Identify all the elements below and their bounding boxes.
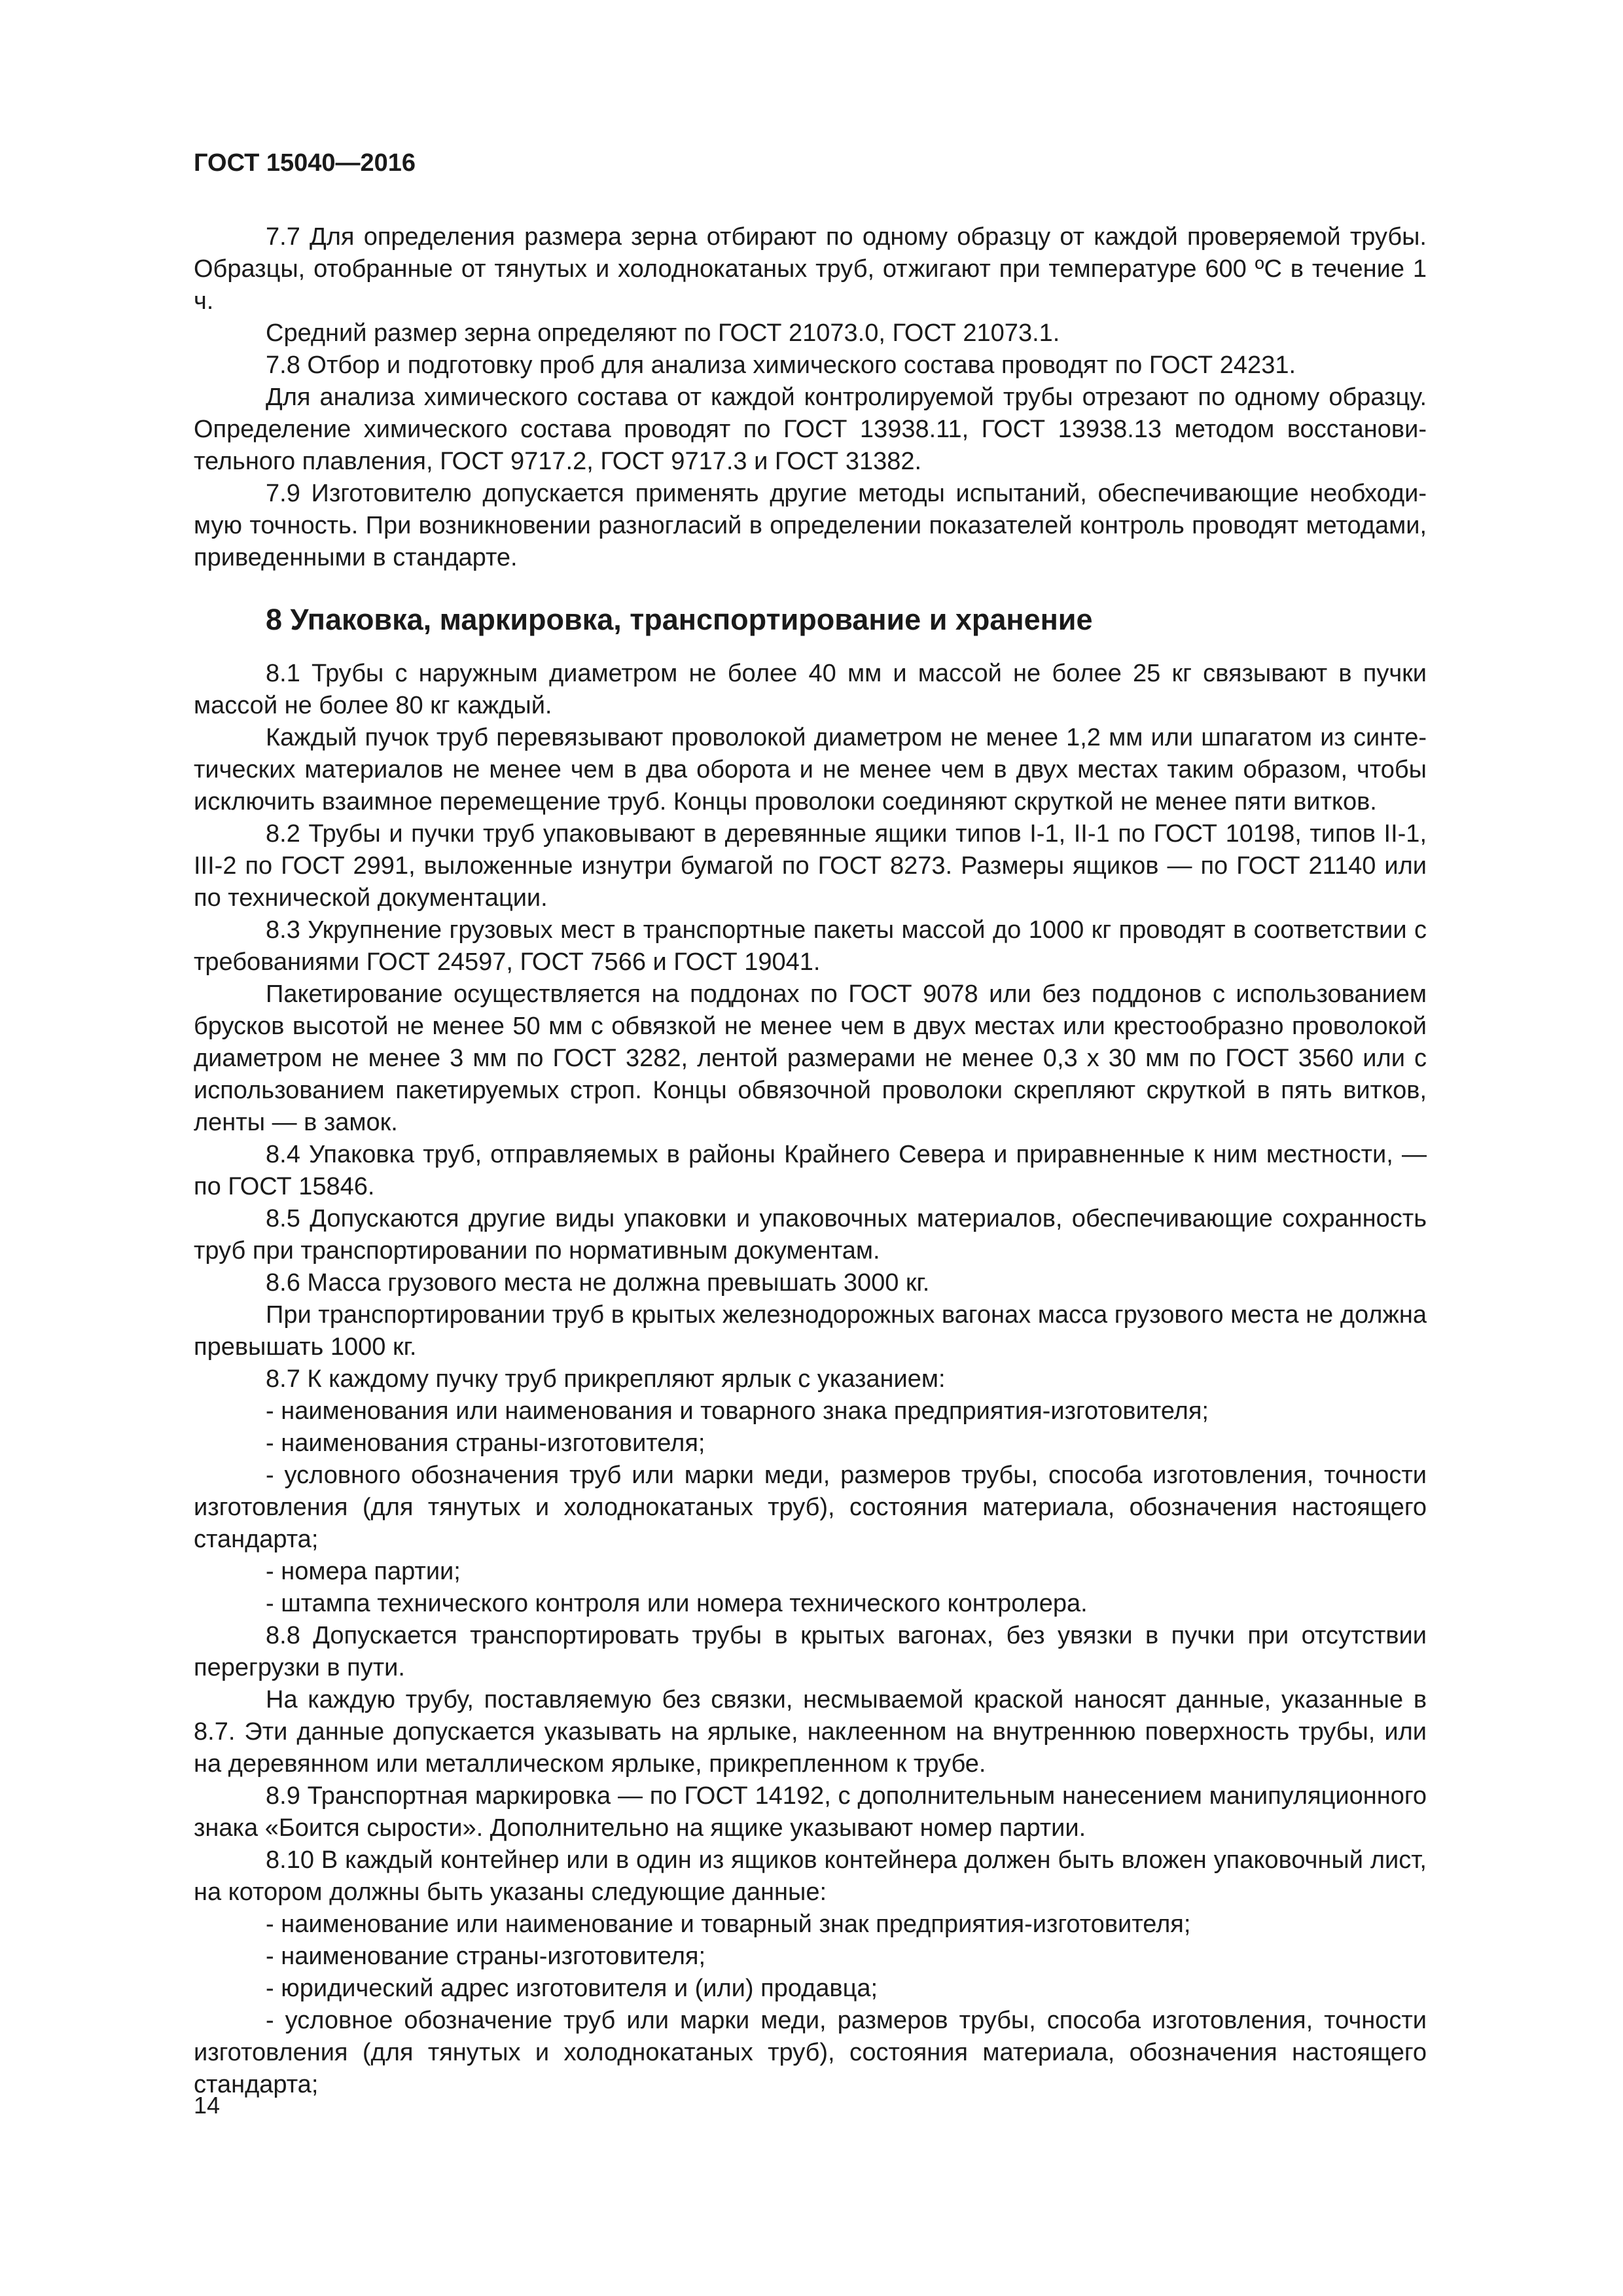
paragraph: Для анализа химического состава от каждой контролируемой трубы отрезают по одному образцу. Определение химического состава проводят по ГОСТ 13938.11, ГОСТ 13938.13 методом восстановительного плавления, ГОСТ 9717.2, ГОСТ 9717.3 и ГОСТ 31382.	[194, 384, 1427, 475]
paragraph: 7.7 Для определения размера зерна отбирают по одному образцу от каждой проверяемой трубы. Образцы, отобранные от тянутых и холоднокатаных труб, отжигают при температуре 600 ºС в течение 1 ч.	[194, 223, 1427, 315]
paragraph: - условное обозначение труб или марки меди, размеров трубы, способа изготовления, точности изготовления (для тянутых и холоднокатаных труб), состояния материала, обозначения настоящего стандарта;	[194, 2007, 1427, 2098]
paragraph: 8.6 Масса грузового места не должна превышать 3000 кг.	[266, 1269, 930, 1297]
paragraph: - наименования страны-изготовителя;	[266, 1429, 705, 1457]
paragraph: 8.8 Допускается транспортировать трубы в крытых вагонах, без увязки в пучки при отсутствии перегрузки в пути.	[194, 1622, 1427, 1681]
paragraph: 8.1 Трубы с наружным диаметром не более 40 мм и массой не более 25 кг связывают в пучки массой не более 80 кг каждый.	[194, 660, 1427, 719]
paragraph: 8.2 Трубы и пучки труб упаковывают в деревянные ящики типов I-1, II-1 по ГОСТ 10198, типов II-1, III-2 по ГОСТ 2991, выложенные изнутри бумагой по ГОСТ 8273. Размеры ящиков — по ГОСТ 21140 или по технической документации.	[194, 820, 1427, 912]
section-8-body	[194, 658, 1427, 2101]
paragraph: - условного обозначения труб или марки меди, размеров трубы, способа изготовления, точности изготовления (для тянутых и холоднокатаных труб), состояния материала, обозначения настоящего стандарта;	[194, 1462, 1427, 1553]
section-title: 8 Упаковка, маркировка, транспортирование и хранение	[266, 603, 1093, 636]
paragraph: 8.10 В каждый контейнер или в один из ящиков контейнера должен быть вложен упаковочный лист, на котором должны быть указаны следующие данные:	[194, 1846, 1427, 1906]
paragraph: 8.5 Допускаются другие виды упаковки и упаковочных материалов, обеспечивающие сохранность труб при транспортировании по нормативным документам.	[194, 1205, 1427, 1265]
paragraph: 8.3 Укрупнение грузовых мест в транспортные пакеты массой до 1000 кг проводят в соответствии с требованиями ГОСТ 24597, ГОСТ 7566 и ГОСТ 19041.	[194, 916, 1427, 976]
paragraph: При транспортировании труб в крытых железнодорожных вагонах масса грузового места не должна превышать 1000 кг.	[194, 1301, 1427, 1361]
paragraph: 8.7 К каждому пучку труб прикрепляют ярлык с указанием:	[266, 1365, 946, 1393]
paragraph: Пакетирование осуществляется на поддонах по ГОСТ 9078 или без поддонов с использованием брусков высотой не менее 50 мм с обвязкой не менее чем в двух местах или крестообразно проволокой диаметром не менее 3 мм по ГОСТ 3282, лентой размерами не менее 0,3 х 30 мм по ГОСТ 3560 или с использованием пакетируемых строп. Концы обвязочной проволоки скрепляют скруткой в пять витков, ленты — в замок.	[194, 980, 1427, 1136]
paragraph: 8.4 Упаковка труб, отправляемых в районы Крайнего Севера и приравненные к ним местности, — по ГОСТ 15846.	[194, 1141, 1427, 1200]
paragraph: - номера партии;	[266, 1558, 461, 1585]
paragraph: - наименование страны-изготовителя;	[266, 1943, 706, 1970]
paragraph: - наименования или наименования и товарного знака предприятия-изготовителя;	[266, 1397, 1209, 1425]
document-code-header: ГОСТ 15040—2016	[194, 149, 416, 177]
page-number: 14	[194, 2092, 221, 2119]
paragraph: - штампа технического контроля или номера технического контролера.	[266, 1590, 1088, 1617]
paragraph: - наименование или наименование и товарный знак предприятия-изготовителя;	[266, 1910, 1191, 1938]
paragraph: На каждую трубу, поставляемую без связки, несмываемой краской наносят данные, указанные в 8.7. Эти данные допускается указывать на ярлыке, наклеенном на внутреннюю поверхность трубы, или на деревянном или металлическом ярлыке, прикрепленном к трубе.	[194, 1686, 1427, 1778]
paragraph: 8.9 Транспортная маркировка — по ГОСТ 14192, с дополнительным нанесением манипуляционного знака «Боится сырости». Дополнительно на ящике указывают номер партии.	[194, 1782, 1427, 1842]
paragraph: 7.9 Изготовителю допускается применять другие методы испытаний, обеспечивающие необходимую точность. При возникновении разногласий в определении показателей контроль проводят методами, приведенными в стандарте.	[194, 480, 1427, 571]
paragraph: - юридический адрес изготовителя и (или) продавца;	[266, 1975, 878, 2002]
paragraph: 7.8 Отбор и подготовку проб для анализа химического состава проводят по ГОСТ 24231.	[266, 351, 1296, 379]
paragraph: Средний размер зерна определяют по ГОСТ 21073.0, ГОСТ 21073.1.	[266, 319, 1060, 347]
section-7-body	[194, 221, 1427, 574]
paragraph: Каждый пучок труб перевязывают проволокой диаметром не менее 1,2 мм или шпагатом из синтетических материалов не менее чем в два оборота и не менее чем в двух местах таким образом, чтобы исключить взаимное перемещение труб. Концы проволоки соединяют скруткой не менее пяти витков.	[194, 724, 1427, 816]
page-content	[194, 221, 1427, 2101]
